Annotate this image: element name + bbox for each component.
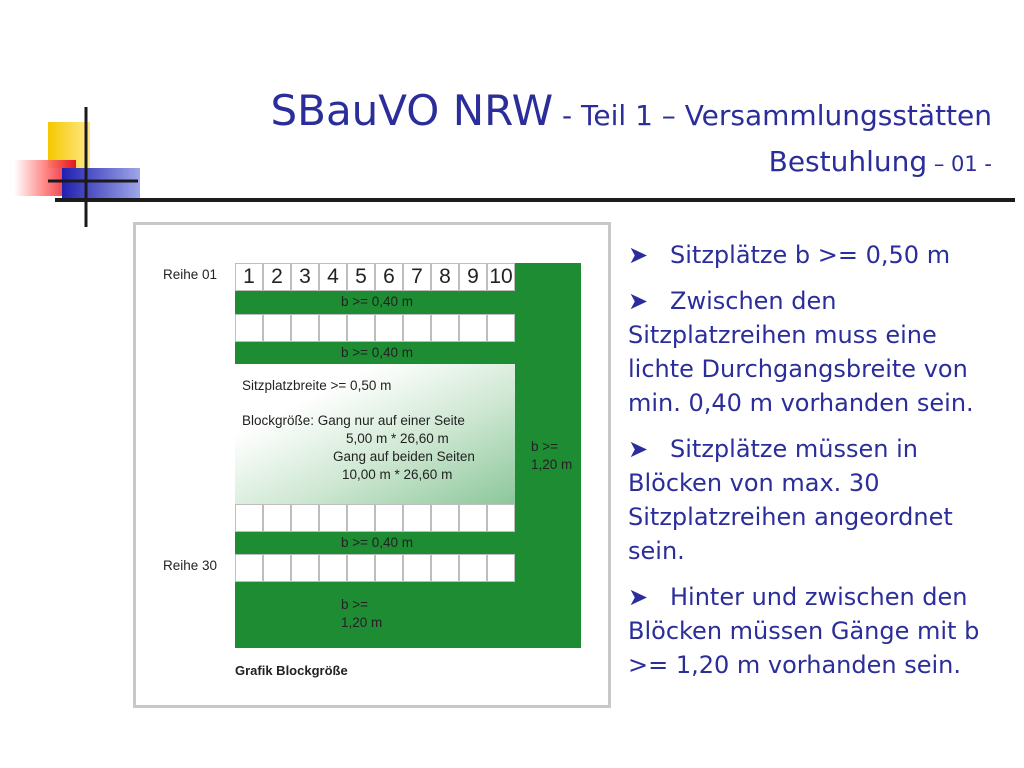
- title-subtitle: - Teil 1 – Versammlungsstätten: [553, 99, 992, 132]
- bullet-item: [628, 284, 998, 420]
- seat-cell: [487, 504, 515, 532]
- seat-number: 4: [319, 263, 347, 291]
- row-aisle-label: b >= 0,40 m: [341, 294, 414, 309]
- bottom-aisle-label-line2: 1,20 m: [341, 615, 383, 630]
- arrow-bullet-icon: ➤: [628, 583, 649, 611]
- title-main: SBauVO NRW: [270, 86, 554, 135]
- seat-cell: [235, 504, 263, 532]
- bullet-text: Sitzplätze b >= 0,50 m: [670, 241, 951, 269]
- seat-cell: [431, 314, 459, 342]
- seat-cell: [319, 504, 347, 532]
- seat-cell: [319, 554, 347, 582]
- row-aisle-label: b >= 0,40 m: [341, 345, 414, 360]
- logo-squares-icon: [10, 105, 150, 235]
- seat-cell: [431, 504, 459, 532]
- seat-cell: [403, 314, 431, 342]
- diagram-caption: Grafik Blockgröße: [235, 663, 348, 678]
- seat-number: 6: [375, 263, 403, 291]
- seat-row: [235, 504, 515, 532]
- side-aisle-label-line2: 1,20 m: [531, 457, 573, 472]
- bullet-text: Zwischen den Sitzplatzreihen muss eine lichte Durchgangsbreite von min. 0,40 m vorhanden sein.: [628, 287, 974, 417]
- seat-cell: [263, 504, 291, 532]
- seat-cell: [431, 554, 459, 582]
- seat-cell: [235, 314, 263, 342]
- block-size-text: Blockgröße: Gang nur auf einer Seite: [242, 413, 465, 428]
- seat-row: [235, 314, 515, 342]
- title-line2-main: Bestuhlung: [768, 145, 928, 178]
- arrow-bullet-icon: ➤: [628, 435, 649, 463]
- seat-cell: [263, 314, 291, 342]
- bullet-list: [628, 238, 998, 694]
- page-title-line2: [769, 145, 992, 178]
- seat-row-numbered: [235, 263, 515, 291]
- side-aisle-label-line1: b >=: [531, 439, 559, 454]
- block-one-side-dims: 5,00 m * 26,60 m: [346, 431, 449, 446]
- seat-width-text: Sitzplatzbreite >= 0,50 m: [242, 378, 392, 393]
- seat-cell: [375, 554, 403, 582]
- bottom-aisle: [235, 582, 581, 648]
- seat-cell: [319, 314, 347, 342]
- seat-cell: [235, 554, 263, 582]
- bullet-item: [628, 432, 998, 568]
- seat-cell: [487, 554, 515, 582]
- seat-cell: [291, 314, 319, 342]
- row-label-last: Reihe 30: [163, 558, 218, 573]
- seat-cell: [459, 504, 487, 532]
- seat-number: 7: [403, 263, 431, 291]
- title-divider: [55, 198, 1015, 202]
- seat-cell: [403, 504, 431, 532]
- arrow-bullet-icon: ➤: [628, 287, 649, 315]
- block-both-sides-text: Gang auf beiden Seiten: [333, 449, 475, 464]
- seat-number: 3: [291, 263, 319, 291]
- seat-number: 10: [487, 263, 515, 291]
- page-title: [270, 86, 992, 135]
- block-both-sides-dims: 10,00 m * 26,60 m: [342, 467, 453, 482]
- bullet-item: [628, 238, 998, 272]
- seat-cell: [347, 504, 375, 532]
- seat-row: [235, 554, 515, 582]
- arrow-bullet-icon: ➤: [628, 241, 649, 269]
- seat-number: 2: [263, 263, 291, 291]
- seat-cell: [291, 504, 319, 532]
- row-aisle-label: b >= 0,40 m: [341, 535, 414, 550]
- bullet-item: [628, 580, 998, 682]
- seat-cell: [347, 314, 375, 342]
- seat-number: 8: [431, 263, 459, 291]
- bullet-text: Sitzplätze müssen in Blöcken von max. 30 Sitzplatzreihen angeordnet sein.: [628, 435, 953, 565]
- seat-number: 5: [347, 263, 375, 291]
- row-label-first: Reihe 01: [163, 267, 218, 282]
- seat-number: 9: [459, 263, 487, 291]
- seat-cell: [375, 504, 403, 532]
- seat-cell: [403, 554, 431, 582]
- bullet-text: Hinter und zwischen den Blöcken müssen Gänge mit b >= 1,20 m vorhanden sein.: [628, 583, 980, 679]
- seat-cell: [347, 554, 375, 582]
- seat-cell: [487, 314, 515, 342]
- seat-number: 1: [235, 263, 263, 291]
- seat-cell: [263, 554, 291, 582]
- seat-cell: [291, 554, 319, 582]
- bottom-aisle-label-line1: b >=: [341, 597, 369, 612]
- block-size-diagram: [133, 222, 611, 708]
- side-aisle: [515, 263, 581, 583]
- title-line2-sub: – 01 -: [927, 152, 992, 176]
- seat-cell: [459, 554, 487, 582]
- seat-cell: [375, 314, 403, 342]
- seat-cell: [459, 314, 487, 342]
